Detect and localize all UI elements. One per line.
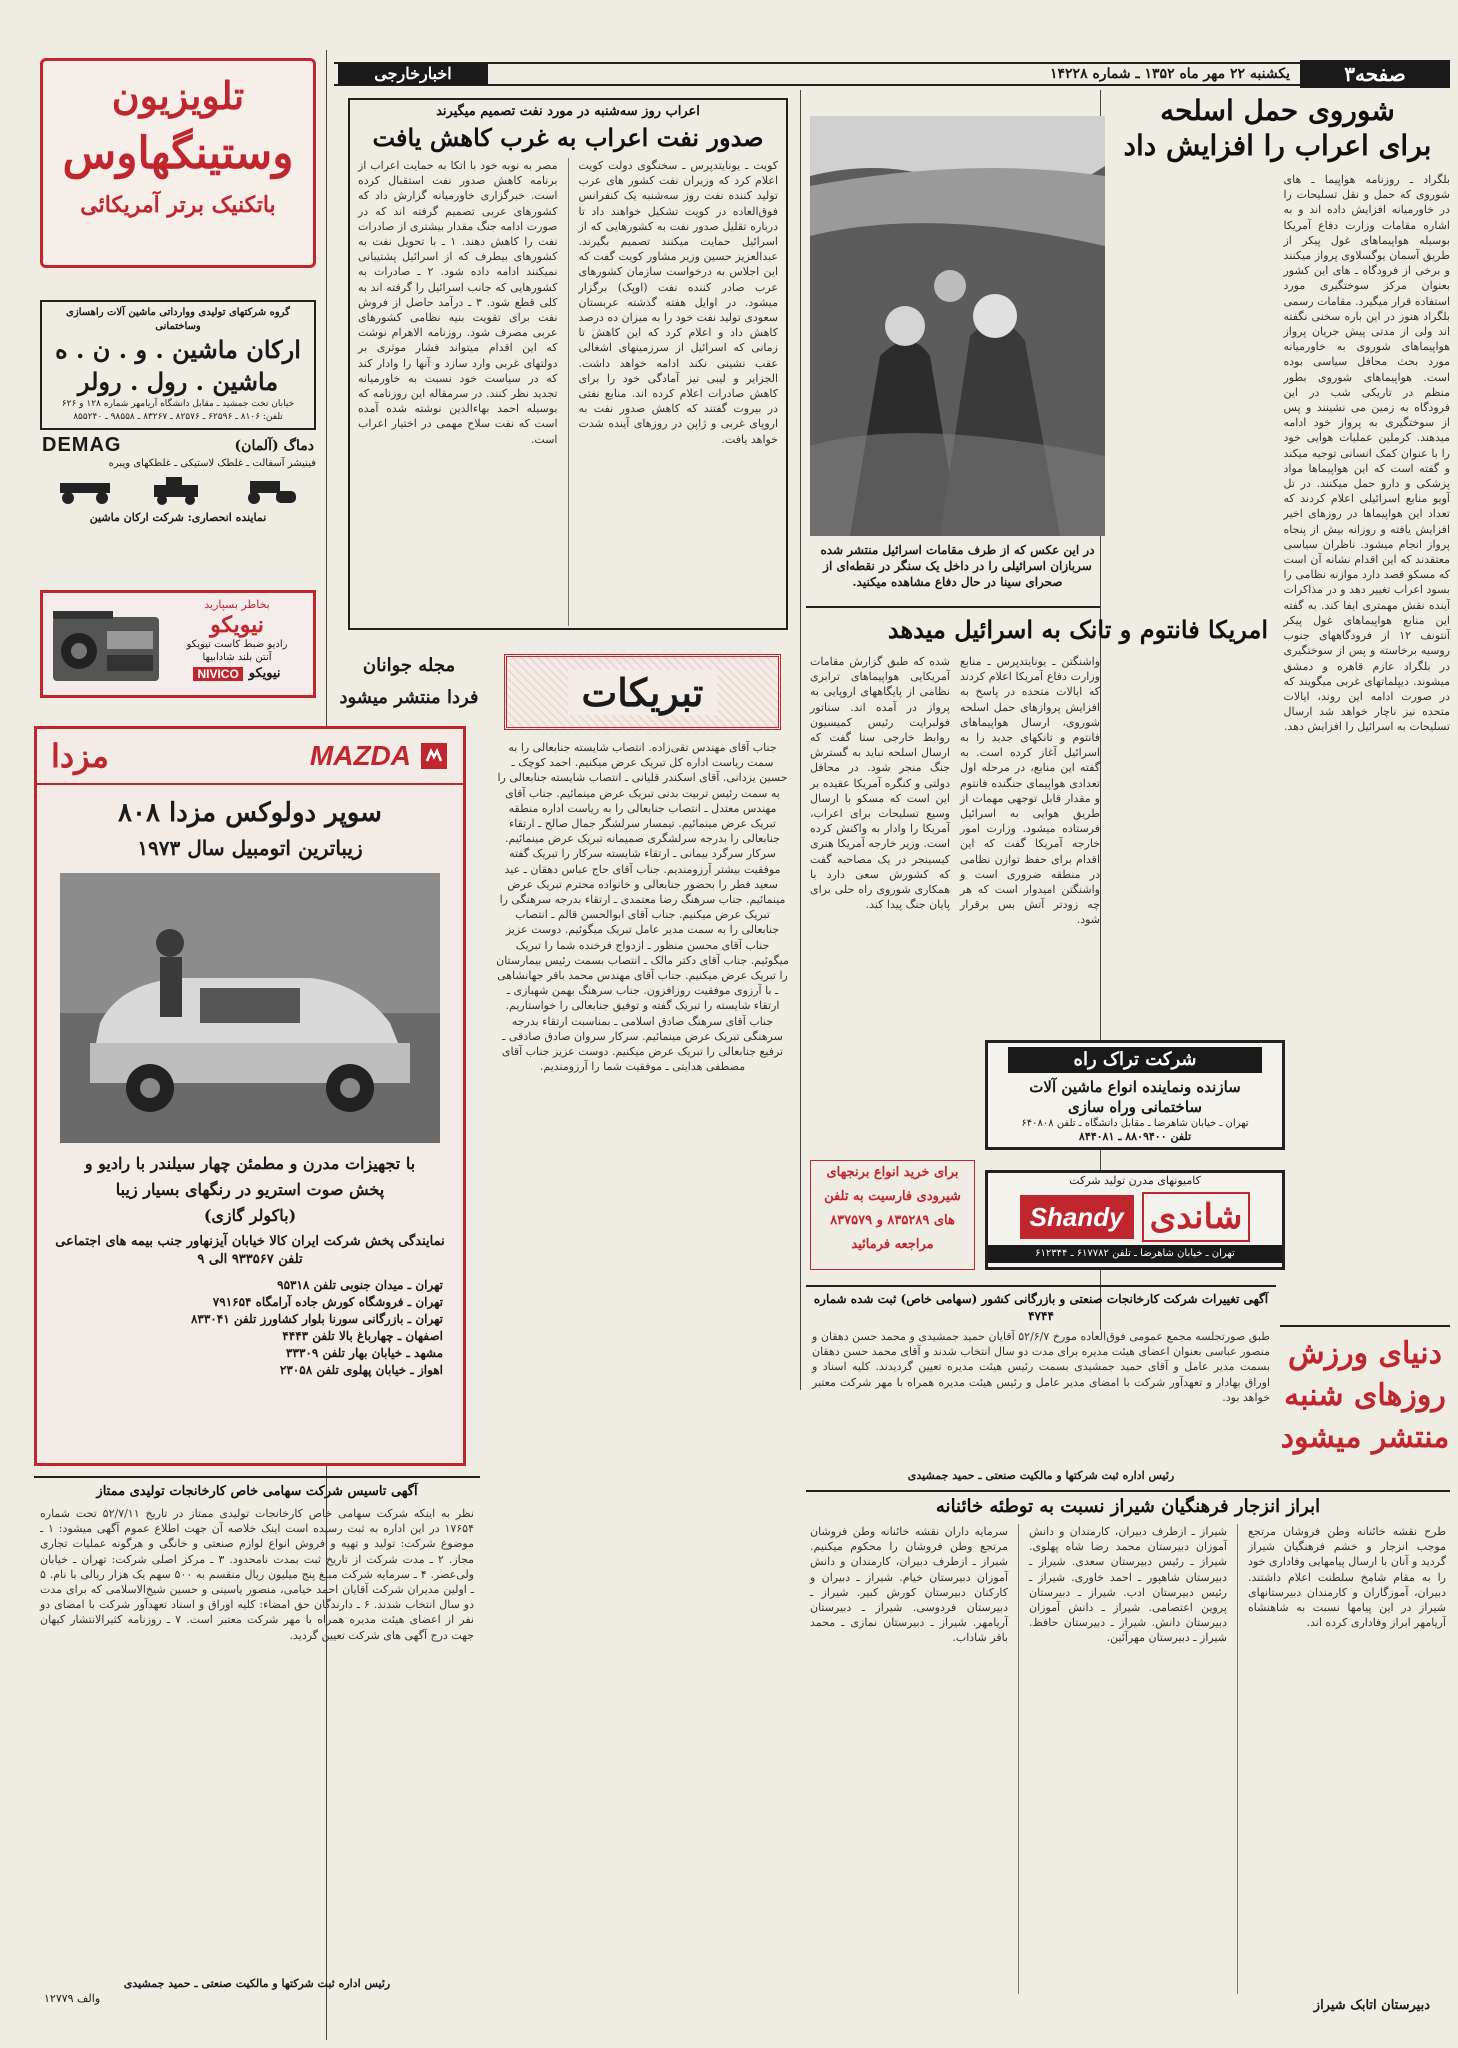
mazda-desc1: با تجهیزات مدرن و مطمئن چهار سیلندر با رادیو و [84, 1154, 416, 1173]
mazda-branch: اصفهان ـ چهارباغ بالا تلفن ۴۴۴۳ [282, 1329, 443, 1343]
mazda-desc2: پخش صوت استریو در رنگهای بسیار زیبا [115, 1180, 385, 1199]
oil-kicker: اعراب روز سه‌شنبه در مورد نفت تصمیم میگیرند [436, 104, 700, 119]
date-line: یکشنبه ۲۲ مهر ماه ۱۳۵۲ ـ شماره ۱۴۲۲۸ [1049, 66, 1290, 82]
roller-icon [240, 477, 300, 505]
mazda-latin: MAZDA [309, 740, 411, 771]
congrats-body: جناب آقای مهندس تقی‌زاده. انتصاب شایسته جنابعالی را به سمت ریاست اداره کل تبریک عرض میکنیم. احمد کوچک ـ حسین یزدانی. آقای اسکندر قلیانی ـ انتصاب شایسته جنابعالی را به سمت رئیس تربیت بدنی تبریک عرض مینمائیم. جناب آقای مهندس معتدل ـ انتصاب جنابعالی را به ریاست اداره منطقه تبریک عرض مینمائیم. تیمسار سرلشگر جمال صالح ـ ارتقاء جنابعالی را بدرجه سرلشگری صمیمانه تبریک عرض مینمائیم. سرکار سرگرد بیمانی ـ ارتقاء شایسته سرکار را تبریک گفته موفقیت بیشتر آرزومندیم. جناب آقای حاج عباس دهقان ـ عید سعید فطر را بحضور جنابعالی و خانواده محترم تبریک عرض مینمائیم. جناب سرهنگ رضا معتمدی ـ ارتقاء بدرجه سرهنگی را تبریک عرض میکنیم. جناب آقای ابوالحسن قالم ـ انتصاب جنابعالی را به سمت مدیر عامل تبریک میگوئیم. دوست عزیز جناب آقای محسن منظور ـ ازدواج فرخنده شما را تبریک میگوئیم. جناب آقای دکتر مالک ـ انتصاب بسمت رئیس بیمارستان را تبریک عرض میکنیم. جناب آقای مهندس محمد باقر جهانشاهی ـ با آرزوی موفقیت روزافزون. جناب سرهنگ بهمن شهبازی ـ ارتقاء شایسته را تبریک گفته و توفیق جنابعالی را خواستاریم. جناب آقای سرهنگ صادق اسلامی ـ بمناسبت ارتقاء بدرجه سرهنگی تبریک عرض مینمائیم. سرکار سروان صادق صادقی ـ ترفیع جنابعالی را تبریک عرض میکنیم. دوست عزیز جناب آقای مصطفی هدایتی ـ موفقیت شما را آرزومندیم. [496, 741, 789, 1074]
factory-notice [34, 1476, 480, 2036]
sports-line1: دنیای ورزش [1288, 1336, 1442, 1371]
shandy-latin-text: Shandy [1029, 1202, 1124, 1232]
nivico-line4: آنتن بلند شادابیها [202, 652, 272, 663]
tv-line1: تلویزیون [111, 73, 245, 118]
us-story-headline-band [806, 606, 1446, 652]
pistachio-notice [810, 1160, 975, 1270]
shiraz-col2: شیراز ـ ازطرف دبیران، کارمندان و دانش آموزان دبیرستان محمد رضا شاه پهلوی. شیراز ـ رئیس دبیرستان سعدی. شیراز ـ دبیرستان شاهپور ـ احمد خاوری. شیراز ـ رئیس دبیرستان ادب. شیراز ـ دبیرستان پروین اعتصامی. شیراز ـ دانش آموزان دبیرستان دانش. شیراز ـ دبیرستان حافظ. شیراز ـ دبیرستان مهرآئین. [1029, 1525, 1227, 1645]
gov-body: طبق صورتجلسه مجمع عمومی فوق‌العاده مورخ ۵۲/۶/۷ آقایان حمید جمشیدی و محمد حسن دهقان و منصور عباسی بعنوان اعضای هیئت مدیره برای مدت دو سال انتخاب شدند و آقای محمد حسن دهقان بسمت مدیر عامل و آقای حمید جمشیدی بسمت رئیس هیئت مدیره تعیین گردیدند. کلیه اسناد و اوراق بهادار و تعهدآور شرکت با امضای مدیر عامل و رئیس هیئت مدیره همراه با مهر شرکت معتبر خواهد بود. [812, 1330, 1270, 1404]
mazda-model: سوپر دولوکس مزدا ۸۰۸ [118, 798, 382, 828]
page-label [1300, 60, 1450, 88]
mazda-desc3: (باکولر گازی) [203, 1206, 297, 1225]
arkan-ad [40, 300, 316, 570]
us-headline: امریکا فانتوم و تانک به اسرائیل میدهد [887, 615, 1269, 644]
mazda-branch: اهواز ـ خیابان پهلوی تلفن ۲۳۰۵۸ [279, 1363, 443, 1377]
shiraz-col3: سرمایه داران نقشه خائنانه وطن فروشان مرتجع وطن فروشان را محکوم میکنیم. شیراز ـ ازطرف دبیران، کارمندان و دانش آموزان دبیرستان خیام. شیراز ـ دبیران و کارکنان دبیرستان کورش کبیر. شیراز ـ دبیرستان فردوسی. شیراز ـ دبیرستان آریامهر. شیراز ـ دبیرستان نمازی ـ محمد باقر شاداب. [810, 1525, 1008, 1645]
soviet-headline-line2: برای اعراب را افزایش داد [1123, 129, 1432, 162]
oil-story [348, 98, 788, 630]
magazine-notice [334, 650, 484, 722]
arkan-top: گروه شرکتهای تولیدی ووارداتی ماشین آلات راهسازی وساختمانی [66, 307, 290, 332]
shandy-bottom: تهران ـ خیابان شاهرضا ـ تلفن ۶۱۷۷۸۲ ـ ۶۱۲۳۴۴ [988, 1245, 1282, 1263]
mazda-logo-icon [419, 741, 449, 771]
mazda-car-photo [60, 873, 440, 1143]
pistachio-line4: مراجعه فرمائید [851, 1237, 934, 1252]
oil-col1: کویت ـ یونایتدپرس ـ سخنگوی دولت کویت اعلام کرد که وزیران نفت کشور های عرب تولید کننده نفت روز سه‌شنبه یک کنفرانس فوق‌العاده در کویت تشکیل خواهند داد تا درباره تقلیل صدور نفت به کشورهایی که از اسرائیل حمایت میکنند تصمیم بگیرند. عبدالعزیز حسین وزیر مشاور کویت گفت که این اجلاس به درخواست سازمان کشورهای عرب صادر کننده نفت (اوپک) برگزار میشود. در اوایل هفته گذشته عربستان سعودی تولید نفت خود را به میزان ده درصد کاهش داد و اعلام کرد که این کاهش تا زمانی که اسرائیل از سرزمینهای اشغالی عقب نشینی نکند ادامه خواهد داشت. الجزایر و لیبی نیز آمادگی خود را برای کاهش صادرات اعلام کرده اند. منابع نفتی در بیروت گفتند که کاهش صدور نفت به اروپای غربی و ژاپن در روزهای آینده شدت خواهد یافت. [578, 159, 778, 446]
oil-right-rule [800, 90, 801, 1390]
shiraz-col1: طرح نقشه خائنانه وطن فروشان مرتجع موجب انزجار و خشم فرهنگیان شیراز گردید و آنان با ارسال پیامهایی وفاداری خود را به مقام شامخ سلطنت اعلام داشتند. دبیران، آموزگاران و کارمندان دبیرستانهای شیراز در این پیامها نسبت به شاهنشاه آریامهر ابراز وفاداری کرده اند. [1248, 1525, 1446, 1630]
tractor-desc1: سازنده ونماینده انواع ماشین آلات [1029, 1078, 1241, 1096]
congrats-title-box [504, 654, 781, 730]
section-label [338, 63, 488, 85]
arkan-name1: ارکان ماشین . و . ن . ه [55, 335, 301, 364]
mazda-branch: مشهد ـ خیابان بهار تلفن ۳۳۳۰۹ [286, 1346, 443, 1360]
factory-body: نظر به اینکه شرکت سهامی خاص کارخانجات تولیدی ممتاز در تاریخ ۵۲/۷/۱۱ تحت شماره ۱۷۶۵۴ در این اداره به ثبت رسیده است اینک خلاصه آن جهت اطلاع عموم آگهی میشود: ۱ ـ موضوع شرکت: تولید و تهیه و فروش انواع لوازم صنعتی و خانگی و هرگونه عملیات تجاری مجاز. ۲ ـ مدت شرکت از تاریخ ثبت بمدت نامحدود. ۳ ـ مرکز اصلی شرکت: تهران ـ خیابان ولی‌عصر. ۴ ـ سرمایه شرکت مبلغ پنج میلیون ریال منقسم به ۵۰۰ سهم یک هزار ریالی با نام. ۵ ـ اولین مدیران شرکت آقایان احمد خیامی، منصور یاسینی و حسین شیخ‌الاسلامی که برای مدت دو سال انتخاب شدند. ۶ ـ دارندگان حق امضاء: کلیه اوراق و اسناد تعهدآور شرکت با امضای دو نفر از اعضای هیئت مدیره همراه با مهر شرکت معتبر است. ۷ ـ روزنامه کثیرالانتشار کیهان جهت درج آگهی های شرکت تعیین گردید. [40, 1507, 475, 1642]
pistachio-line2: شیرودی فارسیت به تلفن [824, 1189, 961, 1204]
shandy-latin [1020, 1195, 1134, 1239]
shiraz-story [806, 1490, 1450, 2038]
nivico-latin-text: NIVICO [197, 666, 239, 681]
tv-line3: باتکنیک برتر آمریکائی [80, 192, 276, 218]
mazda-branch: تهران ـ میدان جنوبی تلفن ۹۵۳۱۸ [277, 1278, 443, 1292]
tractor-desc2: ساختمانی وراه سازی [1068, 1098, 1202, 1116]
shandy-ad [985, 1170, 1285, 1270]
mazda-dealer: نمایندگی پخش شرکت ایران کالا خیابان آیزنهاور جنب بیمه های اجتماعی تلفن ۹۳۳۵۶۷ الی ۹ [55, 1234, 445, 1267]
gov-footer: رئیس اداره ثبت شرکتها و مالکیت صنعتی ـ حمید جمشیدی [907, 1469, 1175, 1482]
tv-ad [40, 58, 316, 268]
mazda-branch: تهران ـ فروشگاه کورش جاده آرامگاه ۷۹۱۶۵۴ [212, 1295, 443, 1309]
us-col2: شده که طبق گزارش مقامات آمریکایی هواپیماهای ترابری نظامی از پایگاههای اروپایی به پرواز در آمده اند. سناتور فولبرایت رئیس کمیسیون روابط خارجی سنا گفت که ارسال اسلحه نباید به گسترش جنگ منجر شود. در محافل دولتی و کنگره آمریکا عقیده بر این است که مسکو با ارسال وسیع تسلیحات برای اعراب، آمریکا را وادار به واکنش کرده است. وزیر خارجه آمریکا هنری کیسینجر در یک مصاحبه گفت که کشورش سعی دارد با همکاری شوروی راه حلی برای پایان جنگ پیدا کند. [810, 655, 950, 912]
shiraz-headline: ابراز انزجار فرهنگیان شیراز نسبت به توطئه خائنانه [935, 1496, 1321, 1517]
congrats-section [490, 650, 795, 2040]
photo-caption: در این عکس که از طرف مقامات اسرائیل منتشر شده سربازان اسرائیلی را در داخل یک سنگر در نقطه‌ای از صحرای سینا در حال دفاع مشاهده میکنید. [820, 543, 1095, 589]
pistachio-line3: های ۸۳۵۲۸۹ و ۸۳۷۵۷۹ [830, 1213, 955, 1228]
nivico-ad [40, 590, 316, 698]
section-label-text: اخبارخارجی [374, 64, 452, 83]
nivico-line1: بخاطر بسپارید [204, 598, 270, 611]
gov-title: آگهی تغییرات شرکت کارخانجات صنعتی و بازرگانی کشور (سهامی خاص) ثبت شده شماره ۴۷۴۴ [813, 1292, 1269, 1323]
oil-col2: مصر به نوبه خود با اتکا به حمایت اعراب از برنامه کاهش صدور نفت استقبال کرده است. خبرگزاری خاورمیانه گزارش داد که کشورهای عربی تصمیم گرفته اند که در صورت ادامه جنگ مقدار بیشتری از صادرات نفت را کاهش دهند. ۱ ـ با تحویل نفت به کشورهای بیطرف که از اسرائیل پشتیبانی نمیکنند ادامه داده شود. ۲ ـ صادرات به کشورهایی که جانب اسرائیل را گرفته اند به کلی قطع شود. ۳ ـ درآمد حاصل از فروش نفت برای تقویت بنیه نظامی کشورهای عربی مصرف شود. روزنامه الاهرام نوشت که این اقدام میتواند فشار موثری بر دولتهای غربی وارد سازد و آنها را وادار کند که در سیاست خود نسبت به خاورمیانه تجدید نظر کنند. در سرمقاله این روزنامه که بوسیله احمد بهاءالدین نوشته شده آمده است که نفت سلاح مهمی در اختیار اعراب است. [358, 159, 558, 446]
us-col1: واشنگتن ـ یونایتدپرس ـ منابع وزارت دفاع آمریکا اعلام کردند که ایالات متحده در پاسخ به افزایش پروازهای حمل اسلحه شوروی، ارسال هواپیماهای فانتوم و تانکهای جدید را به اسرائیل آغاز کرده است. به گفته این منابع، در مرحله اول تعدادی هواپیمای جنگنده فانتوم و مقدار قابل توجهی مهمات از طریق هوایی به اسرائیل فرستاده میشود. وزارت امور خارجه آمریکا گفت که این اقدام برای حفظ توازن نظامی در منطقه ضروری است و واشنگتن امیدوار است که هر چه زودتر آتش بس برقرار شود. [960, 655, 1100, 927]
pistachio-line1: برای خرید انواع برنجهای [826, 1165, 959, 1180]
arkan-agent: نماینده انحصاری: شرکت ارکان ماشین [89, 511, 267, 524]
demag-fa: دماگ (آلمان) [234, 437, 314, 454]
shiraz-footer: دبیرستان اتابک شیراز [1313, 1998, 1430, 2013]
tractor-name-text: شرکت تراک راه [1073, 1049, 1197, 1070]
gov-notice [806, 1285, 1276, 1490]
factory-ref: والف ۱۲۷۷۹ [44, 1992, 101, 2005]
nivico-latin [193, 667, 242, 681]
demag-latin: DEMAG [42, 434, 122, 456]
soviet-story-body: بلگراد ـ روزنامه هواپیما ـ های شوروی که حمل و نقل تسلیحات را در خاورمیانه افزایش داده اند و به اشاره مقامات وزارت دفاع آمریکا بوسیله هواپیماهای غول پیکر از طریق آسمان یوگسلاوی پرواز میکنند و برخی از فرودگاه ـ های این کشور بعنوان مرکز سوختگیری مورد استفاده قرار میگیرد. مقامات رسمی بلگراد هنوز در این باره سخنی نگفته اند ولی از مدتی پیش جریان پرواز هواپیماهای شوروی به خاورمیانه مورد بحث محافل سیاسی بوده است. هواپیماهای شوروی بطور منظم در تاریکی شب در این فرودگاه به زمین می نشینند و پس از سوختگیری به پرواز خود ادامه میدهند. کرملین عملیات هوایی خود را با عنوان کمک انسانی توجیه میکند و گفته است که این هواپیماها مواد پزشکی و دارو حمل میکنند. در تل آویو منابع اسرائیلی اعلام کردند که تعداد این هواپیماها در روزهای اخیر افزایش یافته و روزانه بیش از پنجاه پرواز انجام میشود. ناظران سیاسی معتقدند که این اقدام نشانه آن است که مسکو قصد دارد موازنه نظامی را بسود اعراب تغییر دهد و در مذاکرات آینده نقش مهمتری ایفا کند. به گفته این منابع هواپیماهای غول پیکر آنتونف ۱۲ از فرودگاههای جنوب روسیه برخاسته و پس از سوختگیری در بلگراد عازم قاهره و دمشق میشوند. دیپلماتهای غربی میگویند که در صورت ادامه این روند، ایالات متحده نیز ناچار خواهد شد ارسال تسلیحات به اسرائیل را افزایش دهد. [1283, 173, 1450, 734]
nivico-fa: نیویکو [248, 666, 281, 681]
tractor-name [1008, 1047, 1262, 1073]
factory-title: آگهی تاسیس شرکت سهامی خاص کارخانجات تولیدی ممتاز [96, 1484, 418, 1499]
nivico-line3: رادیو ضبط کاست نیویکو [186, 639, 288, 650]
arkan-address: خیابان تخت جمشید ـ مقابل دانشگاه آریامهر شماره ۱۲۸ و ۶۲۶ [61, 399, 295, 409]
tractor-phone: تلفن ۸۸۰۹۴۰۰ ـ ۸۴۴۰۸۱ [1078, 1130, 1192, 1143]
demag-desc: فینیشر آسفالت ـ غلطک لاستیکی ـ غلطکهای ویبره [108, 458, 316, 469]
page-label-text: صفحه۳ [1344, 62, 1406, 86]
congrats-title: تبریکات [568, 670, 718, 715]
mazda-ad [34, 726, 466, 1466]
masthead-rule-bottom [334, 84, 1448, 86]
arkan-name2: ماشین . رول . رولر [77, 367, 279, 396]
news-photo [810, 116, 1105, 536]
arkan-phone: تلفن: ۸۱۰۶ ـ ۶۲۵۹۶ ـ ۸۲۵۷۶ ـ ۸۳۲۶۷ ـ ۹۸۵۵۸ ـ ۸۵۵۲۴۰ [73, 412, 283, 422]
magazine-line1: مجله جوانان [362, 655, 456, 676]
tractor-ad-box [985, 1040, 1285, 1150]
tractor-address: تهران ـ خیابان شاهرضا ـ مقابل دانشگاه ـ تلفن ۶۴۰۸۰۸ [1021, 1118, 1249, 1129]
tv-line2: وستینگهاوس [62, 128, 294, 179]
factory-footer: رئیس اداره ثبت شرکتها و مالکیت صنعتی ـ حمید جمشیدی [123, 1977, 391, 1990]
soviet-headline-line1: شوروی حمل اسلحه [1160, 94, 1395, 127]
sports-line3: منتشر میشود [1280, 1420, 1450, 1455]
sports-line2: روزهای شنبه [1284, 1378, 1446, 1413]
finisher-icon [148, 477, 208, 505]
shandy-top: کامیونهای مدرن تولید شرکت [1069, 1174, 1201, 1187]
compactor-icon [56, 477, 116, 505]
oil-headline: صدور نفت اعراب به غرب کاهش یافت [372, 123, 764, 152]
mazda-logo-fa: مزدا [51, 737, 109, 775]
sports-notice [1280, 1325, 1450, 1485]
magazine-line2: فردا منتشر میشود [339, 687, 479, 708]
news-photo-image [810, 116, 1105, 536]
radio-cassette-icon [51, 607, 161, 687]
shandy-fa: شاندی [1142, 1192, 1251, 1242]
mazda-branch: تهران ـ بازرگانی سورنا بلوار کشاورز تلفن ۸۳۳۰۴۱ [190, 1312, 443, 1326]
nivico-line2: نیویکو [210, 612, 264, 638]
mazda-tagline: زیباترین اتومبیل سال ۱۹۷۳ [137, 836, 363, 860]
